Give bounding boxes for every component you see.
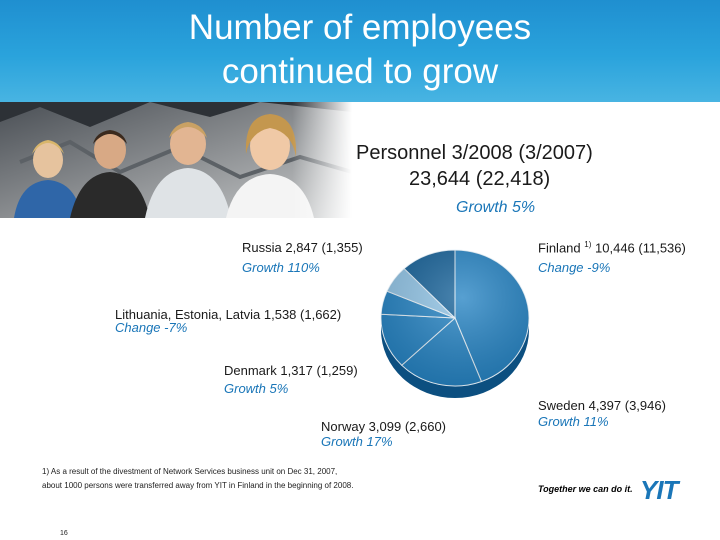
label-sweden: Sweden 4,397 (3,946) xyxy=(538,398,666,413)
slogan: Together we can do it. xyxy=(538,484,633,494)
label-finland-values: 10,446 (11,536) xyxy=(595,240,686,256)
label-denmark-change: Growth 5% xyxy=(224,381,289,396)
footnote-line-2: about 1000 persons were transferred away from YIT in Finland in the beginning of 2008. xyxy=(42,481,354,490)
label-finland-footnote-ref: 1) xyxy=(584,240,592,249)
label-finland-change: Change -9% xyxy=(538,260,611,275)
page-number: 16 xyxy=(60,530,68,537)
label-denmark: Denmark 1,317 (1,259) xyxy=(224,363,358,378)
footnote-line-1: 1) As a result of the divestment of Network Services business unit on Dec 31, 2007, xyxy=(42,467,338,476)
label-russia: Russia 2,847 (1,355) xyxy=(242,240,363,255)
label-russia-change: Growth 110% xyxy=(242,260,320,275)
footnote xyxy=(42,465,353,493)
pie-slices xyxy=(381,250,529,386)
label-norway: Norway 3,099 (2,660) xyxy=(321,419,447,434)
label-baltics: Lithuania, Estonia, Latvia 1,538 (1,662) xyxy=(115,307,342,322)
personnel-total: 23,644 (22,418) xyxy=(409,168,551,190)
label-finland-name: Finland xyxy=(538,240,581,256)
personnel-heading: Personnel 3/2008 (3/2007) xyxy=(356,142,593,164)
label-baltics-change: Change -7% xyxy=(115,320,188,335)
title-line-1: Number of employees xyxy=(188,8,532,47)
pie-gloss xyxy=(381,250,529,386)
label-finland xyxy=(538,240,686,255)
total-growth: Growth 5% xyxy=(456,199,536,216)
yit-logo: YIT xyxy=(640,475,678,505)
label-norway-change: Growth 17% xyxy=(321,434,393,449)
label-sweden-change: Growth 11% xyxy=(538,414,609,429)
title-line-2: continued to grow xyxy=(221,52,499,91)
